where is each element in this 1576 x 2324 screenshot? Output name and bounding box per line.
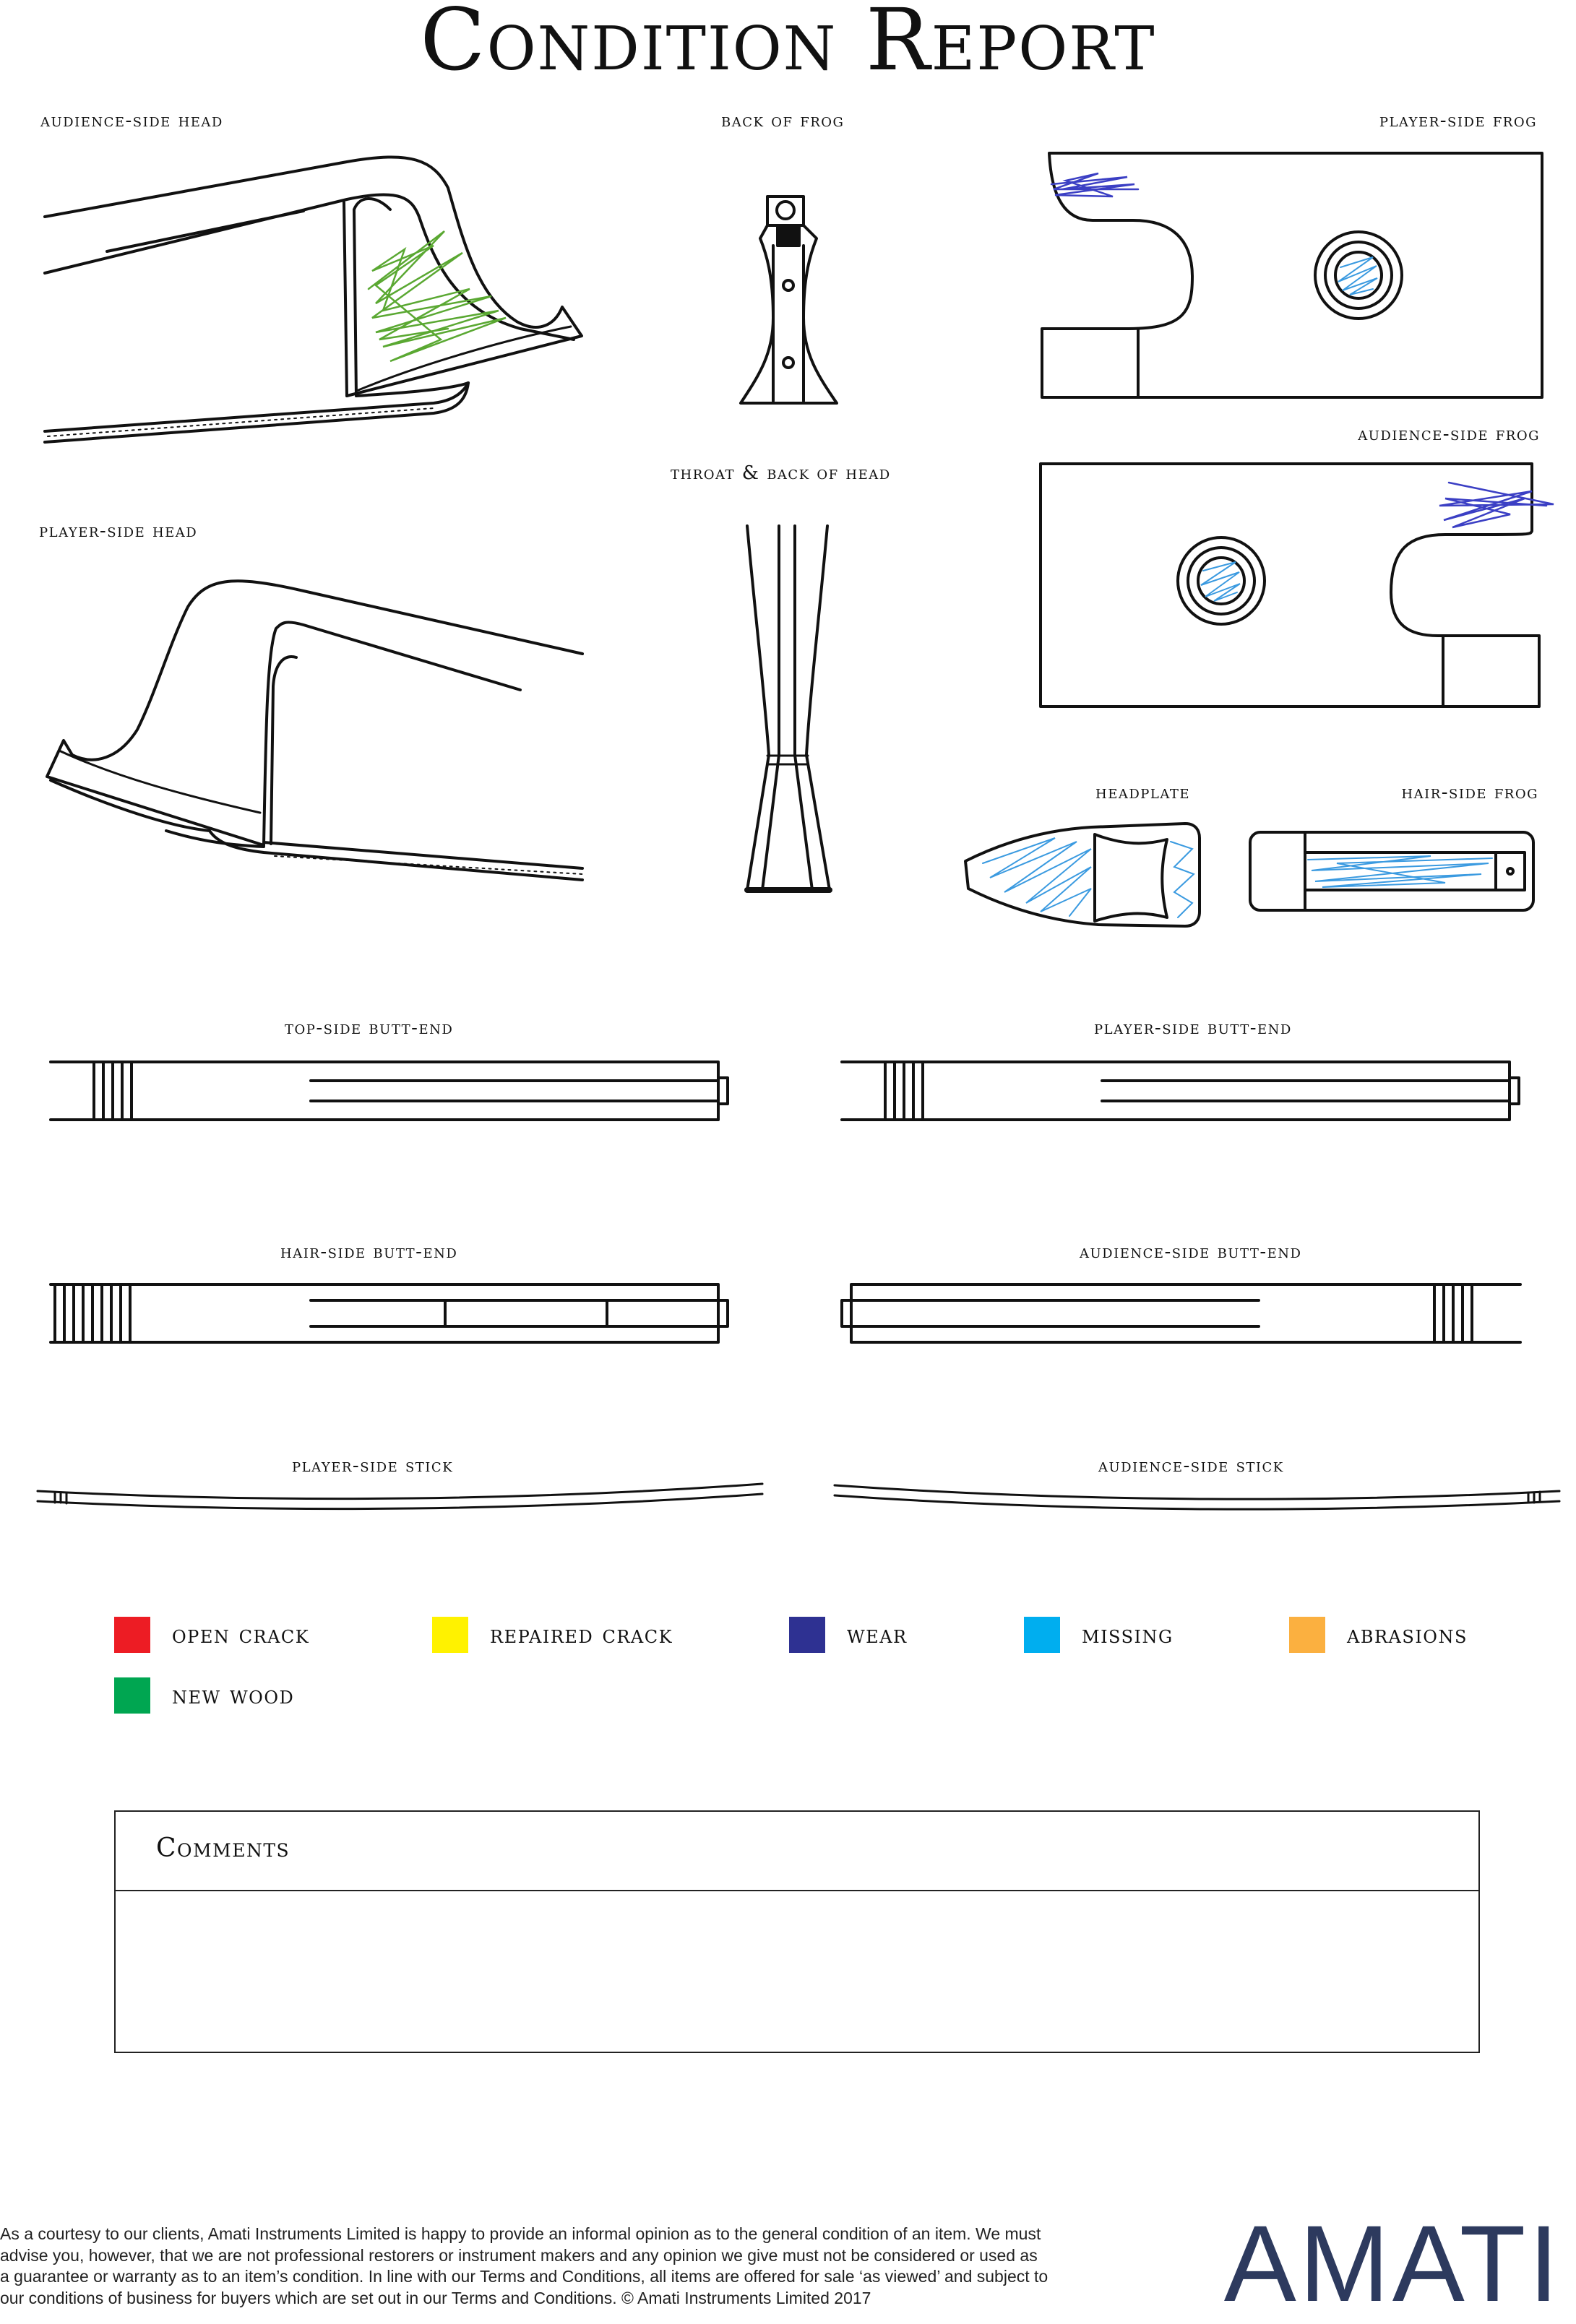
label-audience-side-stick: audience-side stick xyxy=(1098,1455,1284,1477)
comments-area[interactable] xyxy=(116,1891,1478,2053)
legend-label: wear xyxy=(847,1620,908,1649)
label-hair-side-frog: hair-side frog xyxy=(1401,782,1538,803)
comments-header xyxy=(116,1812,1478,1891)
label-throat-back-of-head: throat & back of head xyxy=(671,462,891,484)
amati-logo: AMATI xyxy=(1223,2203,1562,2324)
label-headplate: headplate xyxy=(1095,782,1190,803)
legend-swatch xyxy=(1024,1617,1060,1653)
audience-side-head-drawing xyxy=(45,157,582,442)
audience-frog-wear-marking xyxy=(1439,483,1554,527)
label-hair-side-butt-end: hair-side butt-end xyxy=(280,1241,458,1263)
player-frog-missing-marking xyxy=(1338,257,1377,295)
page-title: Condition Report xyxy=(420,0,1156,90)
audience-side-butt-end-drawing xyxy=(842,1284,1520,1342)
player-frog-wear-marking xyxy=(1051,173,1138,196)
comments-title: Comments xyxy=(156,1833,290,1863)
legend-swatch xyxy=(789,1617,825,1653)
legend-item-repaired-crack xyxy=(432,1617,673,1653)
hair-frog-missing-marking xyxy=(1308,856,1492,887)
label-player-side-frog: player-side frog xyxy=(1379,110,1537,131)
label-player-side-butt-end: player-side butt-end xyxy=(1094,1017,1292,1039)
throat-back-of-head-drawing xyxy=(747,526,830,890)
label-audience-side-butt-end: audience-side butt-end xyxy=(1080,1241,1302,1263)
legend-item-open-crack xyxy=(114,1617,309,1653)
legend-item-missing xyxy=(1024,1617,1174,1653)
top-side-butt-end-drawing xyxy=(51,1062,728,1120)
audience-side-stick-drawing xyxy=(835,1485,1559,1509)
legend-item-abrasions xyxy=(1289,1617,1468,1653)
legend-swatch xyxy=(114,1677,150,1714)
label-back-of-frog: back of frog xyxy=(721,110,845,131)
disclaimer-line: advise you, however, that we are not professional restorers or instrument makers and any opinion we give must not be considered or used as xyxy=(0,2245,1038,2265)
legend-label: missing xyxy=(1082,1620,1174,1649)
legend-swatch xyxy=(432,1617,468,1653)
disclaimer xyxy=(0,2224,1156,2309)
legend-label: open crack xyxy=(172,1620,310,1649)
hair-side-frog-drawing xyxy=(1250,832,1533,910)
label-top-side-butt-end: top-side butt-end xyxy=(285,1017,454,1039)
player-side-head-drawing xyxy=(47,581,582,880)
label-audience-side-head: audience-side head xyxy=(40,110,223,131)
comments-box xyxy=(114,1810,1480,2053)
legend-item-new-wood xyxy=(114,1677,294,1714)
player-side-stick-drawing xyxy=(38,1484,762,1509)
disclaimer-line: As a courtesy to our clients, Amati Instruments Limited is happy to provide an informal opinion as to the general condition of an item. We must xyxy=(0,2224,1041,2243)
back-of-frog-drawing xyxy=(741,196,837,403)
label-audience-side-frog: audience-side frog xyxy=(1358,423,1540,445)
disclaimer-line: our conditions of business for buyers which are set out in our Terms and Conditions. © Amati Instruments Limited 2017 xyxy=(0,2288,871,2307)
legend-label: new wood xyxy=(172,1681,295,1710)
new-wood-marking xyxy=(369,231,506,361)
legend-label: abrasions xyxy=(1347,1620,1468,1649)
hair-side-butt-end-drawing xyxy=(51,1284,728,1342)
player-side-butt-end-drawing xyxy=(842,1062,1519,1120)
label-player-side-stick: player-side stick xyxy=(292,1455,454,1477)
legend-item-wear xyxy=(789,1617,908,1653)
legend-swatch xyxy=(114,1617,150,1653)
audience-frog-missing-marking xyxy=(1201,562,1240,601)
legend-label: repaired crack xyxy=(490,1620,673,1649)
disclaimer-line: a guarantee or warranty as to an item’s condition. In line with our Terms and Conditions, all items are offered for sale ‘as viewed’ and subject to xyxy=(0,2267,1048,2286)
legend-swatch xyxy=(1289,1617,1325,1653)
label-player-side-head: player-side head xyxy=(39,520,198,542)
